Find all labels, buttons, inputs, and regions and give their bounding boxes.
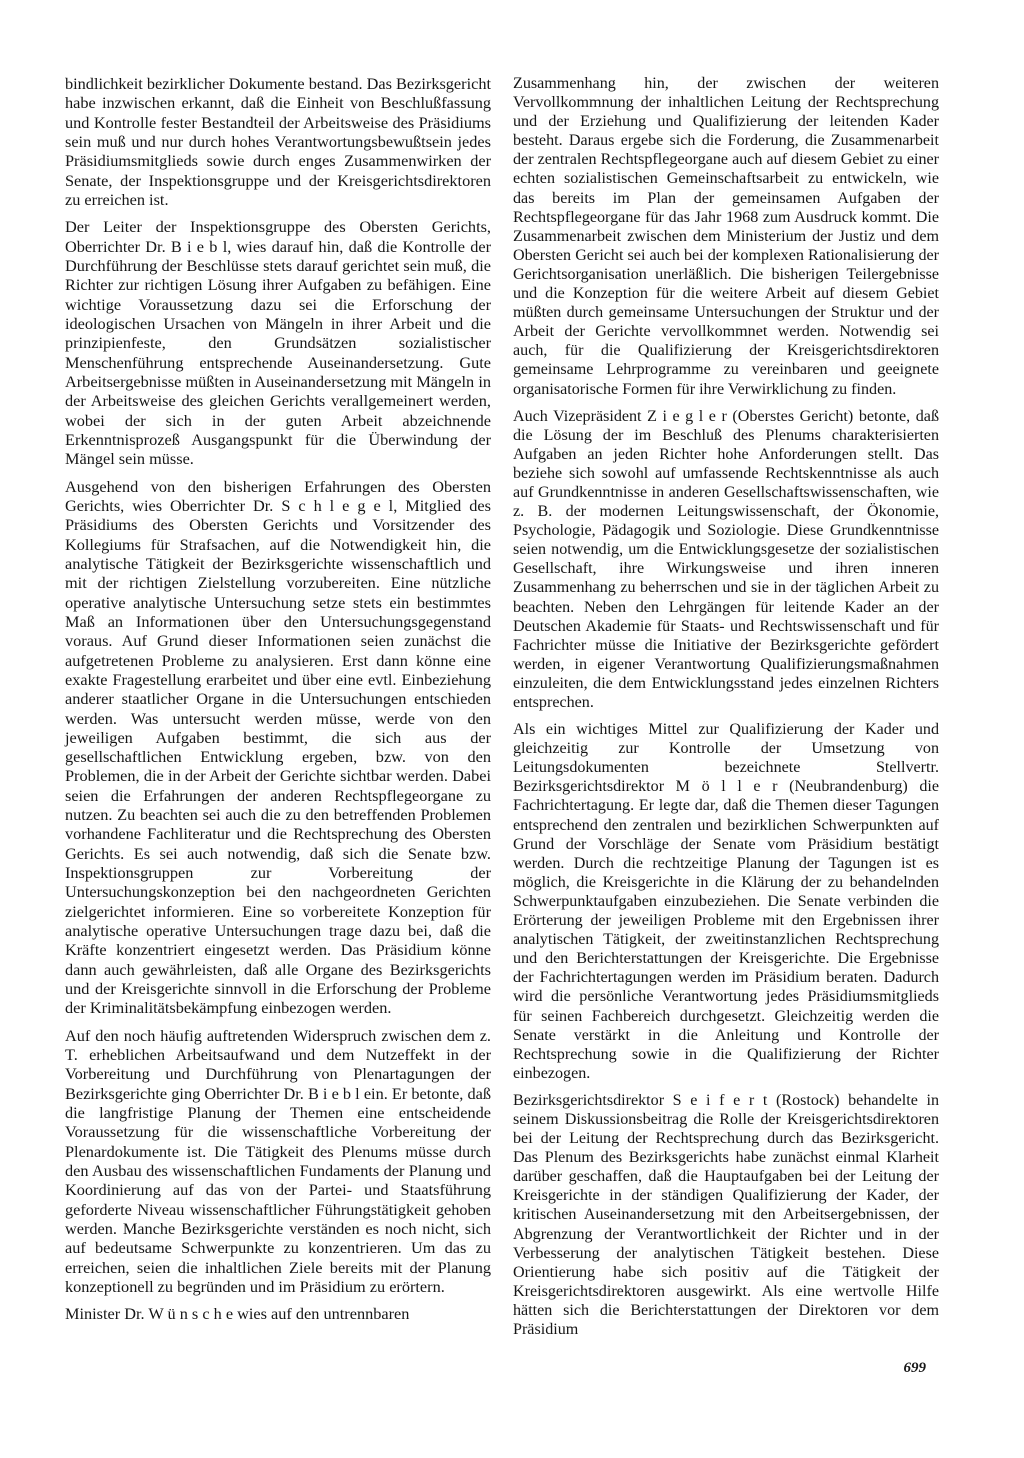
right-text-column bbox=[513, 74, 939, 1339]
paragraph-left-4: Auf den noch häufig auftretenden Widerspruch zwischen dem z. T. erheblichen Arbeitsaufwand und dem Nutzeffekt in der Vorbereitung und Durchführung von Plenartagungen der Bezirksgerichte ging Oberrichter Dr. B i e b l ein. Er betonte, daß die langfristige Planung der Themen eine entscheidende Voraussetzung für die wissenschaftliche Vorbereitung der Plenardokumente ist. Die Tätigkeit des Plenums müsse durch den Ausbau des wissenschaftlichen Fundaments der Planung und Koordinierung auf das von der Partei- und Staatsführung geforderte Niveau wissenschaftlicher Führungstätigkeit gehoben werden. Manche Bezirksgerichte verständen es noch nicht, sich auf bedeutsame Schwerpunkte zu konzentrieren. Um das zu erreichen, seien die inhaltlichen Ziele bereits mit der Planung konzeptionell zu begründen und im Präsidium zu erörtern. bbox=[65, 1025, 491, 1297]
paragraph-right-4: Bezirksgerichtsdirektor S e i f e r t (Rostock) behandelte in seinem Diskussionsbeitrag die Rolle der Kreisgerichtsdirektoren bei der Leitung der Rechtsprechung durch das Bezirksgericht. Das Plenum des Bezirksgerichts habe zunächst einmal Klarheit darüber geschaffen, daß die Hauptaufgaben bei der Leitung der Kreisgerichte in der ständigen Qualifizierung der Kader, der kritischen Auseinandersetzung mit den Arbeitsergebnissen, der Abgrenzung der Verantwortlichkeit der Richter und in der Verbesserung der analytischen Tätigkeit bestehen. Diese Orientierung habe sich positiv auf die Tätigkeit der Kreisgerichtsdirektoren ausgewirkt. Als eine wertvolle Hilfe hätten sich die Berichterstattungen der Direktoren vor dem Präsidium bbox=[513, 1091, 939, 1338]
paragraph-left-1: bindlichkeit bezirklicher Dokumente bestand. Das Bezirksgericht habe inzwischen erkannt, daß die Einheit von Beschlußfassung und Kontrolle fester Bestandteil der Arbeitsweise des Präsidiums sein muß und nur durch hohes Verantwortungsbewußtsein jedes Präsidiumsmitglieds sowie durch enges Zusammenwirken der Senate, der Inspektionsgruppe und der Kreisgerichtsdirektoren zu erreichen ist. bbox=[65, 74, 491, 209]
left-text-column bbox=[65, 74, 491, 1324]
page-number: 699 bbox=[903, 1360, 926, 1376]
paragraph-left-2: Der Leiter der Inspektionsgruppe des Obersten Gerichts, Oberrichter Dr. B i e b l, wies darauf hin, daß die Kontrolle der Durchführung der Beschlüsse stets darauf gerichtet sein muß, die Richter zur richtigen Lösung ihrer Aufgaben zu befähigen. Eine wichtige Voraussetzung dazu sei die Erforschung der ideologischen Ursachen von Mängeln in ihrer Arbeit und die prinzipienfeste, den Grundsätzen sozialistischer Menschenführung entsprechende Auseinandersetzung. Gute Arbeitsergebnisse müßten in Auseinandersetzung mit Mängeln in der Arbeitsweise des gleichen Gerichts verallgemeinert werden, wobei der sich in der guten Arbeit abzeichnende Erkenntnisprozeß Ausgangspunkt für die Überwindung der Mängel sein müsse. bbox=[65, 217, 491, 469]
paragraph-left-5: Minister Dr. W ü n s c h e wies auf den untrennbaren bbox=[65, 1304, 410, 1324]
paragraph-right-2: Auch Vizepräsident Z i e g l e r (Oberstes Gericht) betonte, daß die Lösung der im Beschluß des Plenums charakterisierten Aufgaben an jeden Richter hohe Anforderungen stellt. Das beziehe sich sowohl auf umfassende Rechtskenntnisse als auch auf Grundkenntnisse in anderen Gesellschaftswissenschaften, wie z. B. der modernen Leitungswissenschaft, der Ökonomie, Psychologie, Pädagogik und Soziologie. Diese Grundkenntnisse seien notwendig, um die Entwicklungsgesetze der sozialistischen Gesellschaft, ihre Wirkungsweise und ihren inneren Zusammenhang zu beherrschen und sie in der täglichen Arbeit zu beachten. Neben den Lehrgängen für leitende Kader an der Deutschen Akademie für Staats- und Rechtswissenschaft und für Fachrichter müsse die Initiative der Bezirksgerichte gefördert werden, in eigener Verantwortung Qualifizierungsmaßnahmen einzuleiten, die dem Entwicklungsstand jedes einzelnen Richters entsprechen. bbox=[513, 407, 939, 711]
paragraph-right-3: Als ein wichtiges Mittel zur Qualifizierung der Kader und gleichzeitig zur Kontrolle der Umsetzung von Leitungsdokumenten bezeichnete Stellvertr. Bezirksgerichtsdirektor M ö l l e r (Neubrandenburg) die Fachrichtertagung. Er legte dar, daß die Themen dieser Tagungen entsprechend den zentralen und bezirklichen Schwerpunkten auf Grund der Vorschläge der Senate vom Präsidium bestätigt werden. Durch die rechtzeitige Planung der Tagungen ist es möglich, die Kreisgerichte in die Klärung der zu behandelnden Schwerpunktaufgaben einzubeziehen. Die Senate verbinden die Erörterung der jeweiligen Probleme mit den Ergebnissen ihrer analytischen Tätigkeit, der zweitinstanzlichen Rechtsprechung und den Berichterstattungen der Kreisgerichte. Die Ergebnisse der Fachrichtertagungen werden im Präsidium beraten. Dadurch wird die persönliche Verantwortung jedes Präsidiumsmitglieds für seinen Fachbereich durchgesetzt. Gleichzeitig werden die Senate verstärkt in die Anleitung und Kontrolle der Rechtsprechung sowie in die Qualifizierung der Richter einbezogen. bbox=[513, 721, 939, 1082]
paragraph-right-1: Zusammenhang hin, der zwischen der weiteren Vervollkommnung der inhaltlichen Leitung der Rechtsprechung und der Erziehung und Qualifizierung der leitenden Kader besteht. Daraus ergebe sich die Forderung, die Zusammenarbeit der zentralen Rechtspflegeorgane auch auf diesem Gebiet zu einer echten sozialistischen Gemeinschaftsarbeit zu entwickeln, wie das bereits im Plan der gemeinsamen Aufgaben der Rechtspflegeorgane für das Jahr 1968 zum Ausdruck kommt. Die Zusammenarbeit zwischen dem Ministerium der Justiz und dem Obersten Gericht sei auch bei der komplexen Rationalisierung der Gerichtsorganisation unerläßlich. Die bisherigen Teilergebnisse und die Konzeption für die weitere Arbeit auf diesem Gebiet müßten durch gemeinsame Untersuchungen der Struktur und der Arbeit der Gerichte vervollkommnet werden. Notwendig sei auch, für die Qualifizierung der Kreisgerichtsdirektoren gemeinsame Lehrprogramme zu vereinbaren und geeignete organisatorische Formen für ihre Verwirklichung zu finden. bbox=[513, 75, 939, 398]
paragraph-left-3: Ausgehend von den bisherigen Erfahrungen des Obersten Gerichts, wies Oberrichter Dr. S c h l e g e l, Mitglied des Präsidiums des Obersten Gerichts und Vorsitzender des Kollegiums für Strafsachen, auf die Notwendigkeit hin, die analytische Tätigkeit der Bezirksgerichte wissenschaftlich und mit der richtigen Zielstellung vorzubereiten. Eine nützliche operative analytische Untersuchung setze stets ein bestimmtes Maß an Informationen über den Untersuchungsgegenstand voraus. Auf Grund dieser Informationen seien zunächst die aufgetretenen Probleme zu analysieren. Erst dann könne eine exakte Fragestellung erarbeitet und über eine evtl. Einbeziehung anderer staatlicher Organe in die Untersuchungen entschieden werden. Was untersucht werden müsse, werde von den jeweiligen Aufgaben bestimmt, die sich aus der gesellschaftlichen Entwicklung ergeben, bzw. von den Problemen, die in der Arbeit der Gerichte sichtbar werden. Dabei seien die Erfahrungen der anderen Rechtspflegeorgane zu nutzen. Zu beachten sei auch die zu den betreffenden Problemen vorhandene Fachliteratur und die Rechtsprechung des Obersten Gerichts. Es sei auch notwendig, daß sich die Senate bzw. Inspektionsgruppen zur Vorbereitung der Untersuchungskonzeption bei den nachgeordneten Gerichten zielgerichtet informieren. Eine so vorbereitete Konzeption für analytische operative Untersuchungen trage dazu bei, daß die Kräfte konzentriert eingesetzt werden. Das Präsidium könne dann auch gewährleisten, daß alle Organe des Bezirksgerichts und der Kreisgerichte sinnvoll in die Erforschung der Probleme der Kriminalitätsbekämpfung einbezogen werden. bbox=[65, 476, 491, 1018]
